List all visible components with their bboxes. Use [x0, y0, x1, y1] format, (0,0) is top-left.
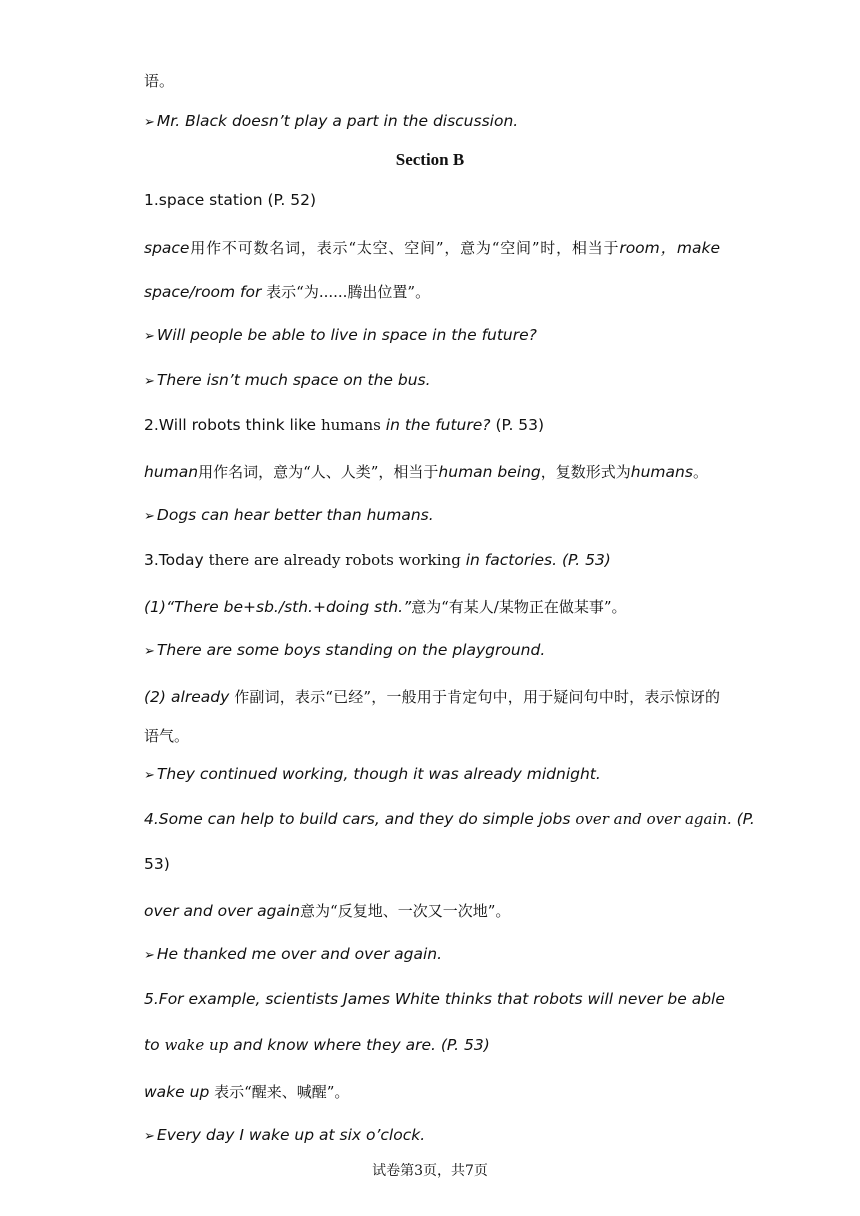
item-heading: 5.For example, scientists James White thinks that robots will never be able — [144, 990, 725, 1008]
example-sentence: ➢ Mr. Black doesn’t play a part in the discussion. — [144, 112, 519, 130]
item-heading: 2.Will robots think like humans in the future? (P. 53) — [144, 416, 545, 434]
arrow-bullet-icon: ➢ — [144, 115, 155, 130]
example-sentence: ➢ Dogs can hear better than humans. — [144, 506, 434, 524]
text-line: 语。 — [144, 72, 175, 90]
example-sentence: ➢ Every day I wake up at six o’clock. — [144, 1126, 426, 1144]
example-sentence: ➢ There are some boys standing on the playground. — [144, 641, 546, 659]
explanation-line: over and over again意为“反复地、一次又一次地”。 — [144, 902, 511, 920]
explanation-line: space用作不可数名词，表示“太空、空间”，意为“空间”时，相当于room，make — [144, 239, 720, 257]
item-heading-continued: 53) — [144, 855, 170, 873]
explanation-line: 语气。 — [144, 727, 190, 745]
arrow-bullet-icon: ➢ — [144, 948, 155, 963]
explanation-line: wake up 表示“醒来、喊醒”。 — [144, 1083, 350, 1101]
page-footer: 试卷第3页，共7页 — [372, 1163, 488, 1179]
explanation-line: human用作名词，意为“人、人类”，相当于human being，复数形式为humans。 — [144, 463, 708, 481]
arrow-bullet-icon: ➢ — [144, 644, 155, 659]
item-heading-continued: to wake up and know where they are. (P. 53) — [144, 1036, 490, 1054]
example-sentence: ➢ They continued working, though it was already midnight. — [144, 765, 601, 783]
arrow-bullet-icon: ➢ — [144, 509, 155, 524]
arrow-bullet-icon: ➢ — [144, 374, 155, 389]
explanation-line: (1)“There be+sb./sth.+doing sth.”意为“有某人/某物正在做某事”。 — [144, 598, 627, 616]
arrow-bullet-icon: ➢ — [144, 329, 155, 344]
example-sentence: ➢ Will people be able to live in space in the future? — [144, 326, 537, 344]
arrow-bullet-icon: ➢ — [144, 768, 155, 783]
explanation-line: (2) already 作副词，表示“已经”，一般用于肯定句中，用于疑问句中时，表示惊讶的 — [144, 688, 721, 706]
section-title: Section B — [395, 150, 465, 169]
example-sentence: ➢ There isn’t much space on the bus. — [144, 371, 431, 389]
item-heading: 1.space station (P. 52) — [144, 191, 317, 209]
explanation-line: space/room for 表示“为......腾出位置”。 — [144, 283, 431, 301]
item-heading: 3.Today there are already robots working in factories. (P. 53) — [144, 551, 611, 569]
item-heading: 4.Some can help to build cars, and they do simple jobs over and over again. (P. — [144, 810, 755, 828]
example-sentence: ➢ He thanked me over and over again. — [144, 945, 443, 963]
arrow-bullet-icon: ➢ — [144, 1129, 155, 1144]
